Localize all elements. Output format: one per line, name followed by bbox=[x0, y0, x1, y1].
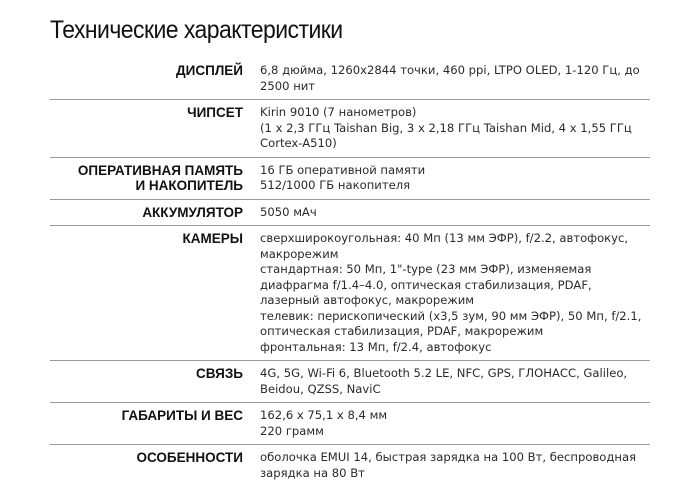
spec-value-line: сверхширокоугольная: 40 Мп (13 мм ЭФР), f/2.2, автофокус, макрорежим bbox=[260, 231, 629, 261]
spec-label: ГАБАРИТЫ И ВЕС bbox=[121, 408, 243, 423]
spec-value-line: 512/1000 ГБ накопителя bbox=[260, 178, 411, 192]
spec-value-line: 16 ГБ оперативной памяти bbox=[260, 162, 426, 177]
spec-value-line: 6,8 дюйма, 1260x2844 точки, 460 ppi, LTPO OLED, 1-120 Гц, до 2500 нит bbox=[260, 63, 640, 93]
spec-row bbox=[50, 100, 650, 158]
spec-value bbox=[260, 450, 645, 481]
spec-value-line: стандартная: 50 Мп, 1"-type (23 мм ЭФР), изменяемая диафрагма f/1.4–4.0, оптическая стабилизация, PDAF, лазерный автофокус, макрорежим bbox=[260, 262, 592, 307]
spec-label: ЧИПСЕТ bbox=[187, 105, 243, 120]
spec-value-line: 220 грамм bbox=[260, 423, 324, 438]
spec-row bbox=[50, 58, 650, 100]
spec-value bbox=[260, 63, 645, 94]
spec-row bbox=[50, 226, 650, 361]
spec-value-line: 4G, 5G, Wi-Fi 6, Bluetooth 5.2 LE, NFC, GPS, ГЛОНАСС, Galileo, Beidou, QZSS, NaviC bbox=[260, 366, 628, 396]
spec-table bbox=[50, 58, 650, 486]
spec-value-line: Kirin 9010 (7 нанометров) bbox=[260, 105, 417, 119]
spec-label: ОПЕРАТИВНАЯ ПАМЯТЬ И НАКОПИТЕЛЬ bbox=[77, 162, 243, 193]
spec-value-line: фронтальная: 13 Мп, f/2.4, автофокус bbox=[260, 339, 492, 354]
spec-value bbox=[260, 408, 645, 439]
spec-value-line: 162,6 x 75,1 x 8,4 мм bbox=[260, 408, 388, 422]
spec-value bbox=[260, 163, 645, 194]
spec-value-line: 5050 мАч bbox=[260, 204, 317, 219]
spec-label: ОСОБЕННОСТИ bbox=[136, 450, 243, 465]
spec-row bbox=[50, 445, 650, 486]
spec-row bbox=[50, 158, 650, 200]
spec-value bbox=[260, 366, 645, 397]
spec-label: СВЯЗЬ bbox=[195, 366, 243, 381]
spec-value-line: оболочка EMUI 14, быстрая зарядка на 100 Вт, беспроводная зарядка на 80 Вт bbox=[260, 450, 637, 480]
spec-value bbox=[260, 105, 645, 152]
spec-row bbox=[50, 200, 650, 227]
spec-row bbox=[50, 361, 650, 403]
spec-value-line: (1 x 2,3 ГГц Taishan Big, 3 x 2,18 ГГц Taishan Mid, 4 x 1,55 ГГц Cortex-A510) bbox=[260, 120, 632, 150]
spec-row bbox=[50, 403, 650, 445]
spec-label: ДИСПЛЕЙ bbox=[176, 63, 243, 78]
spec-value bbox=[260, 231, 645, 355]
spec-value bbox=[260, 205, 645, 221]
spec-label: КАМЕРЫ bbox=[182, 231, 243, 246]
spec-value-line: телевик: перископический (x3,5 зум, 90 мм ЭФР), 50 Мп, f/2.1, оптическая стабилизация, PDAF, макрорежим bbox=[260, 308, 642, 338]
page-title: Технические характеристики bbox=[50, 16, 343, 44]
spec-label: АККУМУЛЯТОР bbox=[142, 204, 243, 220]
